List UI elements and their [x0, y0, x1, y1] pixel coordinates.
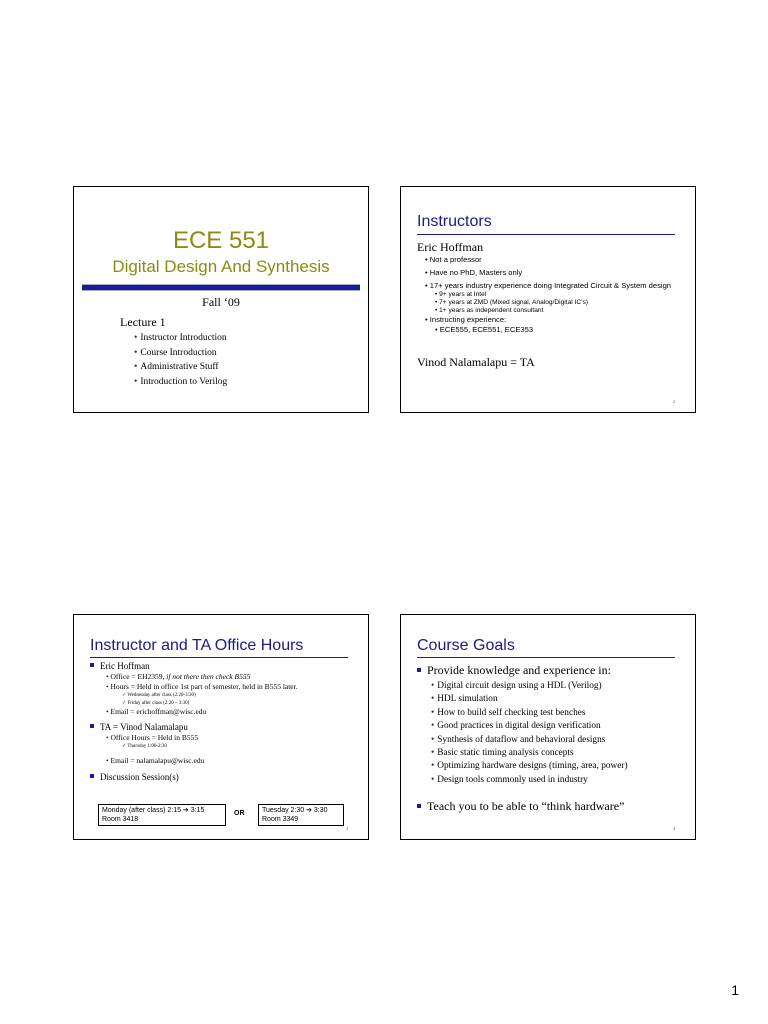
goals-intro: Provide knowledge and experience in: [417, 663, 611, 678]
ta-line: Vinod Nalamalapu = TA [417, 355, 535, 369]
slide-page-number: 2 [673, 399, 675, 404]
course-title: ECE 551 [172, 227, 270, 254]
list-item: • Instructing experience: [425, 315, 675, 325]
discussion-heading: Discussion Session(s) [90, 771, 354, 783]
list-item: • Introduction to Verilog [134, 375, 227, 390]
course-subtitle: Digital Design And Synthesis [112, 257, 330, 276]
list-item: • HDL simulation [431, 693, 628, 706]
list-item: • Good practices in digital design verification [431, 720, 628, 733]
slide-title: Instructors [417, 213, 492, 230]
slide-2 [400, 186, 696, 413]
list-item: • 17+ years industry experience doing Integrated Circuit & System design [425, 281, 675, 291]
list-item: • 9+ years at Intel [425, 291, 675, 299]
list-item: • Synthesis of dataflow and behavioral designs [431, 734, 628, 747]
instructor-name: Eric Hoffman [417, 240, 484, 254]
goals-list [431, 680, 628, 787]
ta-thursday: ✓ Thursday 1:00-2:30 [90, 743, 354, 751]
office-hours-content [90, 660, 354, 783]
term: Fall ‘09 [202, 295, 240, 309]
list-item: • How to build self checking test benches [431, 707, 628, 720]
list-item: • Administrative Stuff [134, 360, 227, 375]
or-label: OR [234, 810, 245, 817]
title-rule [417, 657, 675, 658]
page-number: 1 [731, 982, 739, 998]
slide-4 [400, 614, 696, 840]
list-item: • 1+ years as independent consultant [425, 307, 675, 315]
title-rule [417, 234, 675, 235]
slide-title: Instructor and TA Office Hours [90, 637, 304, 654]
list-item: • Course Introduction [134, 346, 227, 361]
list-item: • 7+ years at ZMD (Mixed signal, Analog/Digital IC’s) [425, 299, 675, 307]
list-item: • ECE555, ECE551, ECE353 [425, 325, 675, 335]
title-divider [82, 284, 360, 291]
instructor-email: • Email = erichoffman@wisc.edu [90, 707, 354, 717]
list-item: • Digital circuit design using a HDL (Verilog) [431, 680, 628, 693]
hours-line: • Hours = Held in office 1st part of semester, held in B555 later. [90, 682, 354, 692]
slide-1 [73, 186, 369, 413]
goals-closing: Teach you to be able to “think hardware” [417, 799, 624, 814]
discussion-session-monday: Monday (after class) 2:15 ➔ 3:15 Room 3418 [98, 804, 226, 826]
ta-heading: TA = Vinod Nalamalapu [90, 721, 354, 733]
ta-hours: • Office Hours = Held in B555 [90, 733, 354, 743]
office-line: • Office = EH2359, if not there then check B555 [90, 672, 354, 682]
slide-3 [73, 614, 369, 840]
slide-page-number: 4 [673, 826, 675, 831]
slide-page-number: 3 [346, 826, 348, 831]
hours-friday: ✓ Friday after class (2:20 – 3:30) [90, 700, 354, 708]
ta-email: • Email = nalamalapu@wisc.edu [90, 756, 354, 766]
discussion-session-tuesday: Tuesday 2:30 ➔ 3:30 Room 3349 [258, 804, 344, 826]
list-item: • Not a professor [425, 255, 675, 265]
list-item: • Have no PhD, Masters only [425, 268, 675, 278]
instructor-heading: Eric Hoffman [90, 660, 354, 672]
list-item: • Optimizing hardware designs (timing, area, power) [431, 760, 628, 773]
list-item: • Basic static timing analysis concepts [431, 747, 628, 760]
instructor-bullets [425, 255, 675, 335]
slide-title: Course Goals [417, 637, 515, 654]
lecture-topics [134, 331, 227, 389]
list-item: • Instructor Introduction [134, 331, 227, 346]
hours-wednesday: ✓ Wednesday after class (2:20-3:30) [90, 692, 354, 700]
lecture-label: Lecture 1 [120, 315, 166, 329]
list-item: • Design tools commonly used in industry [431, 774, 628, 787]
title-rule [90, 657, 348, 658]
